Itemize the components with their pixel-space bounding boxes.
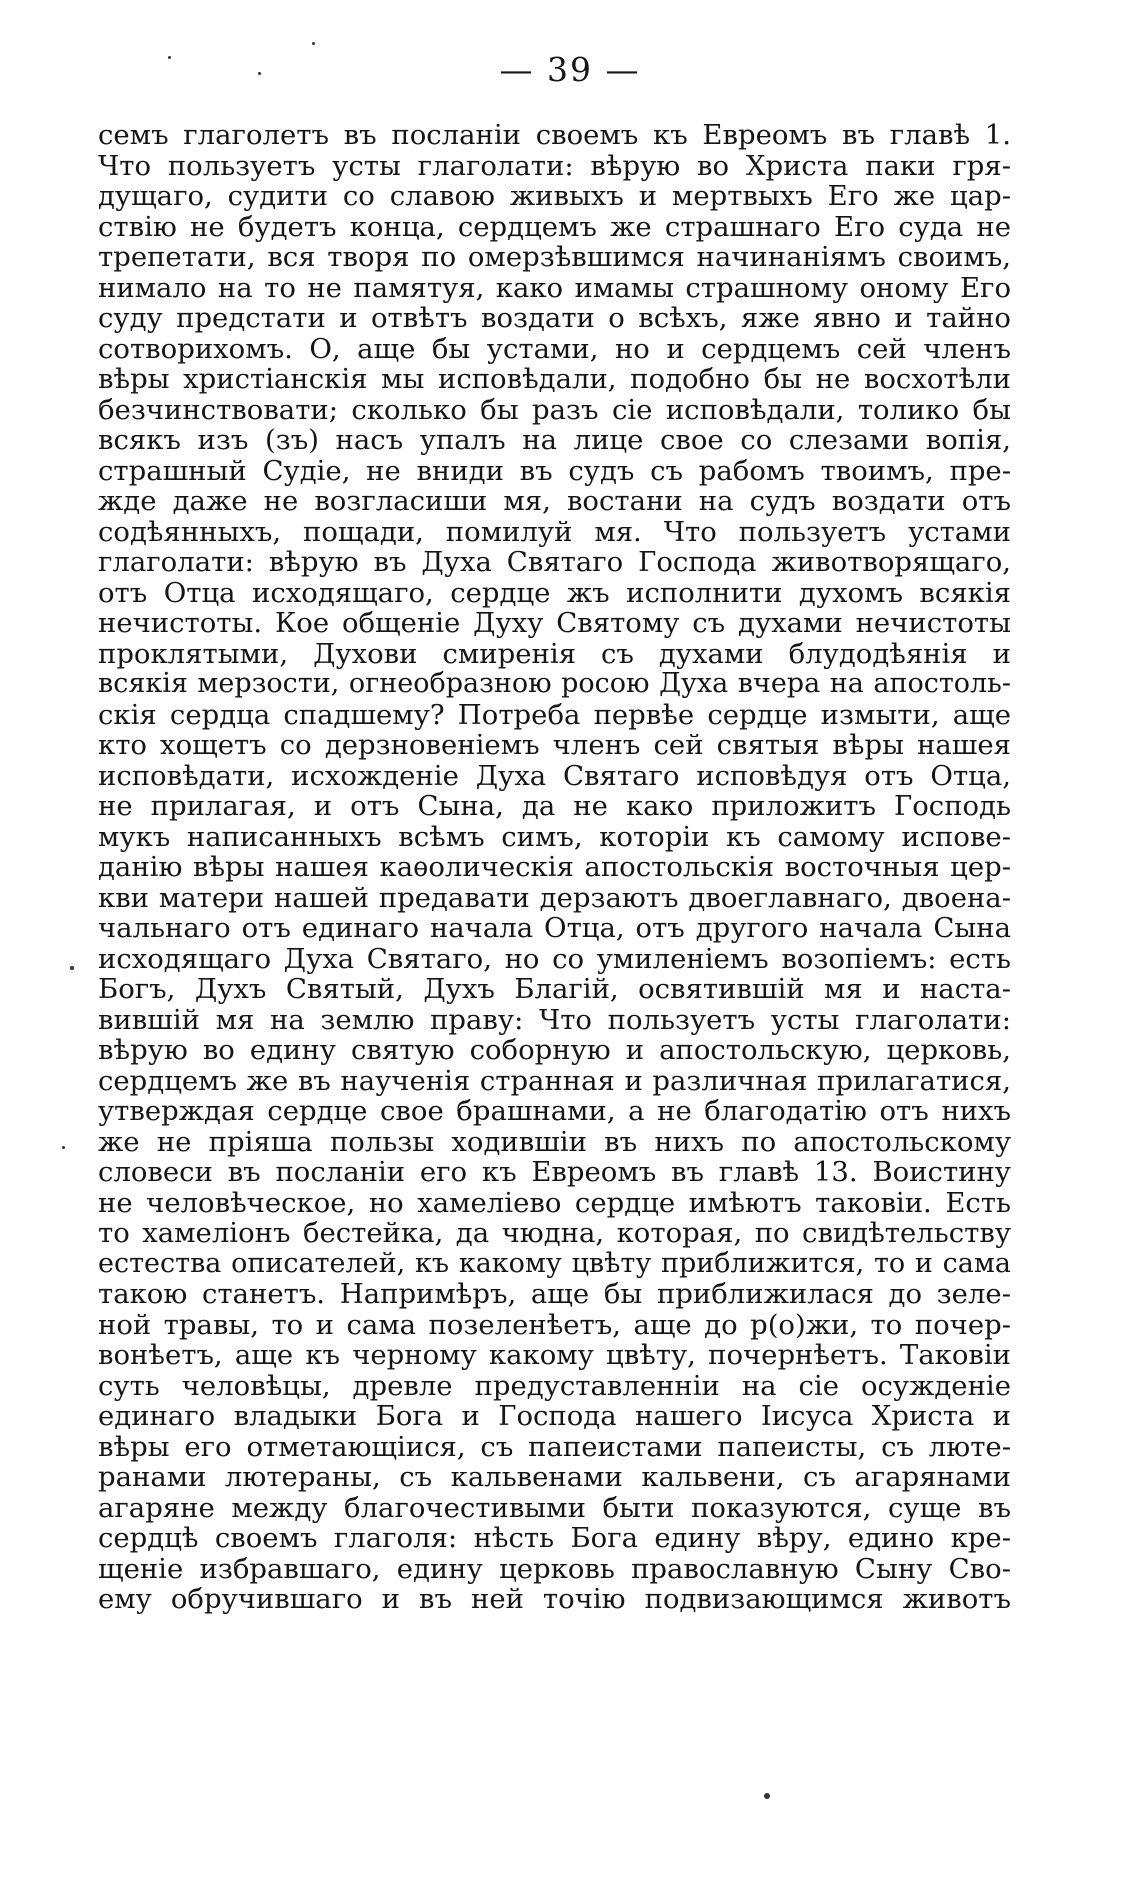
text-line: вѣры христіанскія мы исповѣдали, подобно бы не восхотѣли <box>98 363 1011 395</box>
text-line: утверждая сердце свое брашнами, а не благодатію отъ нихъ <box>98 1095 1011 1127</box>
speck-mark <box>62 1146 65 1149</box>
text-line: данію вѣры нашея каѳолическія апостольскія восточныя цер- <box>98 851 1011 883</box>
speck-mark <box>168 56 171 59</box>
text-line: не прилагая, и отъ Сына, да не како приложитъ Господь <box>98 790 1011 822</box>
text-line: семъ глаголетъ въ посланіи своемъ къ Евреомъ въ главѣ 1. <box>98 119 1011 151</box>
body-text <box>98 120 1011 1615</box>
text-line: безчинствовати; сколько бы разъ сіе исповѣдали, толико бы <box>98 393 1011 426</box>
text-line: сердцѣ своемъ глаголя: нѣсть Бога едину вѣру, едино кре- <box>98 1522 1011 1554</box>
text-line: ной травы, то и сама позеленѣетъ, аще до р(о)жи, то почер- <box>98 1308 1011 1341</box>
text-line: трепетати, вся творя по омерзѣвшимся начинаніямъ своимъ, <box>98 241 1011 273</box>
text-line: единаго владыки Бога и Господа нашего Іисуса Христа и <box>98 1400 1011 1432</box>
text-line: ему обручившаго и въ ней точію подвизающимся животъ <box>98 1583 1011 1615</box>
speck-mark <box>312 42 315 45</box>
text-line: скія сердца спадшему? Потреба первѣе сердце измыти, аще <box>98 698 1011 731</box>
text-line: вонѣетъ, аще къ черному какому цвѣту, почернѣетъ. Таковіи <box>98 1339 1011 1371</box>
text-line: нечистоты. Кое общеніе Духу Святому съ духами нечистоты <box>98 607 1011 639</box>
text-line: Богъ, Духъ Святый, Духъ Благій, освятившій мя и наста- <box>98 973 1011 1005</box>
text-line: такою станетъ. Напримѣръ, аще бы приближилася до зеле- <box>98 1278 1011 1310</box>
text-line: проклятыми, Духови смиренія съ духами блудодѣянія и <box>98 637 1011 670</box>
text-line: агаряне между благочестивыми быти показуются, суще въ <box>98 1491 1011 1524</box>
speck-mark <box>764 1793 770 1799</box>
text-line: кто хощетъ со дерзновеніемъ членъ сей святыя вѣры нашея <box>98 729 1011 761</box>
text-line: то хамеліонъ бестейка, да чюдна, которая, по свидѣтельству <box>98 1217 1011 1249</box>
text-line: вѣрую во едину святую соборную и апостольскую, церковь, <box>98 1034 1011 1066</box>
text-line: сердцемъ же въ наученія странная и различная прилагатися, <box>98 1064 1011 1097</box>
text-line: Что пользуетъ усты глаголати: вѣрую во Христа паки гря- <box>98 149 1011 182</box>
text-line: дущаго, судити со славою живыхъ и мертвыхъ Его же цар- <box>98 180 1011 212</box>
text-line: всякія мерзости, огнеобразною росою Духа вчера на апостоль- <box>98 668 1011 699</box>
text-line: отъ Отца исходящаго, сердце жъ исполнити духомъ всякія <box>98 576 1011 609</box>
text-line: не человѣческое, но хамеліево сердце имѣютъ таковіи. Есть <box>98 1186 1011 1219</box>
text-line: сотворихомъ. О, аще бы устами, но и сердцемъ сей членъ <box>98 332 1011 365</box>
text-line: ствію не будетъ конца, сердцемъ же страшнаго Его суда не <box>98 210 1011 243</box>
text-line: вѣры его отметающіися, съ папеистами папеисты, съ люте- <box>98 1430 1011 1463</box>
text-line: мукъ написанныхъ всѣмъ симъ, которіи къ самому испове- <box>98 820 1011 853</box>
text-line: кви матери нашей предавати дерзаютъ двоеглавнаго, двоена- <box>98 881 1011 914</box>
text-line: нимало на то не памятуя, како имамы страшному оному Его <box>98 271 1011 304</box>
text-line: исходящаго Духа Святаго, но со умиленіемъ возопіемъ: есть <box>98 942 1011 975</box>
text-line: же не пріяша пользы ходившіи въ нихъ по апостольскому <box>98 1125 1011 1158</box>
speck-mark <box>70 966 74 970</box>
text-line: жде даже не возгласиши мя, востани на судъ воздати отъ <box>98 485 1011 517</box>
text-line: всякъ изъ (зъ) насъ упалъ на лице свое со слезами вопія, <box>98 424 1011 456</box>
text-line: суду предстати и отвѣтъ воздати о всѣхъ, яже явно и тайно <box>98 302 1011 334</box>
text-line: глаголати: вѣрую въ Духа Святаго Господа животворящаго, <box>98 546 1011 578</box>
text-line: словеси въ посланіи его къ Евреомъ въ главѣ 13. Воистину <box>98 1156 1011 1188</box>
text-line: суть человѣцы, древле предуставленніи на сіе осужденіе <box>98 1369 1011 1402</box>
text-line: чальнаго отъ единаго начала Отца, отъ другого начала Сына <box>98 912 1011 944</box>
text-line: щеніе избравшаго, едину церковь православную Сыну Сво- <box>98 1552 1011 1585</box>
text-line: естества описателей, къ какому цвѣту приближится, то и сама <box>98 1247 1011 1279</box>
speck-mark <box>258 72 261 75</box>
page-number: — 39 — <box>499 50 641 89</box>
text-line: страшный Судіе, не вниди въ судъ съ рабомъ твоимъ, пре- <box>98 454 1011 487</box>
text-line: содѣянныхъ, пощади, помилуй мя. Что пользуетъ устами <box>98 515 1011 548</box>
text-line: исповѣдати, исхожденіе Духа Святаго исповѣдуя отъ Отца, <box>98 759 1011 792</box>
text-line: вившій мя на землю праву: Что пользуетъ усты глаголати: <box>98 1003 1011 1036</box>
text-line: ранами лютераны, съ кальвенами кальвени, съ агарянами <box>98 1461 1011 1493</box>
